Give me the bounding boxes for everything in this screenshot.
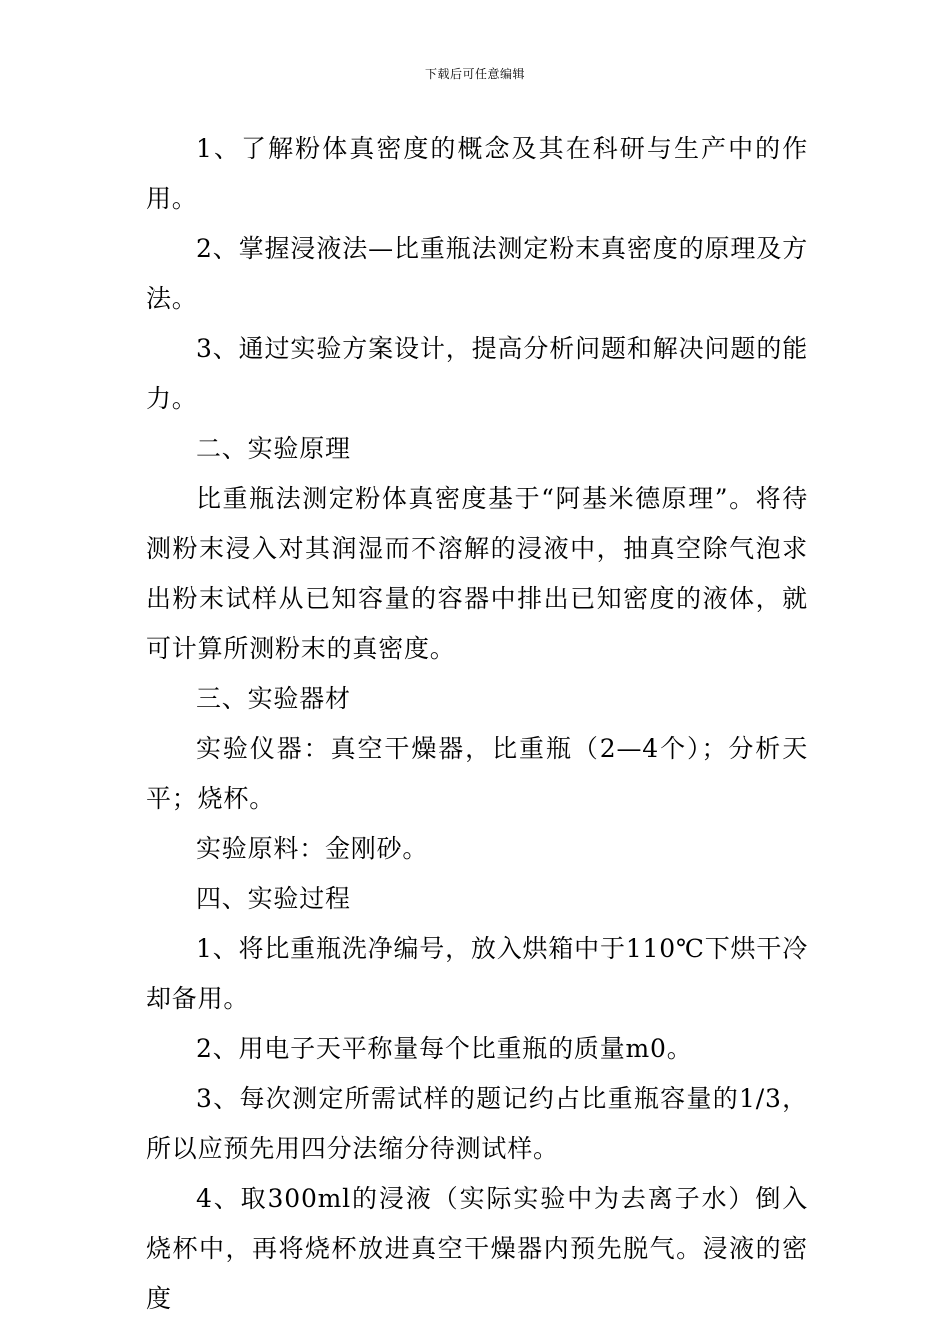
- paragraph-instruments: 实验仪器：真空干燥器，比重瓶（2—4个）；分析天平；烧杯。: [146, 734, 808, 813]
- paragraph-step-4: 4、取300ml的浸液（实际实验中为去离子水）倒入烧杯中，再将烧杯放进真空干燥器内预先脱气。浸液的密度: [146, 1184, 808, 1313]
- paragraph-objective-2: 2、掌握浸液法—比重瓶法测定粉末真密度的原理及方法。: [146, 234, 808, 313]
- paragraph-objective-3: 3、通过实验方案设计，提高分析问题和解决问题的能力。: [146, 334, 808, 413]
- section-heading-principle: 二、实验原理: [196, 434, 351, 463]
- paragraph-step-3: 3、每次测定所需试样的题记约占比重瓶容量的1/3，所以应预先用四分法缩分待测试样。: [146, 1084, 808, 1163]
- section-heading-equipment: 三、实验器材: [196, 684, 351, 713]
- paragraph-step-2: 2、用电子天平称量每个比重瓶的质量m0。: [196, 1034, 693, 1063]
- section-heading-procedure: 四、实验过程: [196, 884, 351, 913]
- paragraph-objective-1: 1、了解粉体真密度的概念及其在科研与生产中的作用。: [146, 134, 808, 213]
- paragraph-principle: 比重瓶法测定粉体真密度基于“阿基米德原理”。将待测粉末浸入对其润湿而不溶解的浸液中，抽真空除气泡求出粉末试样从已知容量的容器中排出已知密度的液体，就可计算所测粉末的真密度。: [146, 484, 808, 663]
- document-body: [146, 124, 808, 1324]
- paragraph-materials: 实验原料：金刚砂。: [196, 834, 429, 863]
- paragraph-step-1: 1、将比重瓶洗净编号，放入烘箱中于110℃下烘干冷却备用。: [146, 934, 808, 1013]
- header-note: 下载后可任意编辑: [424, 67, 525, 81]
